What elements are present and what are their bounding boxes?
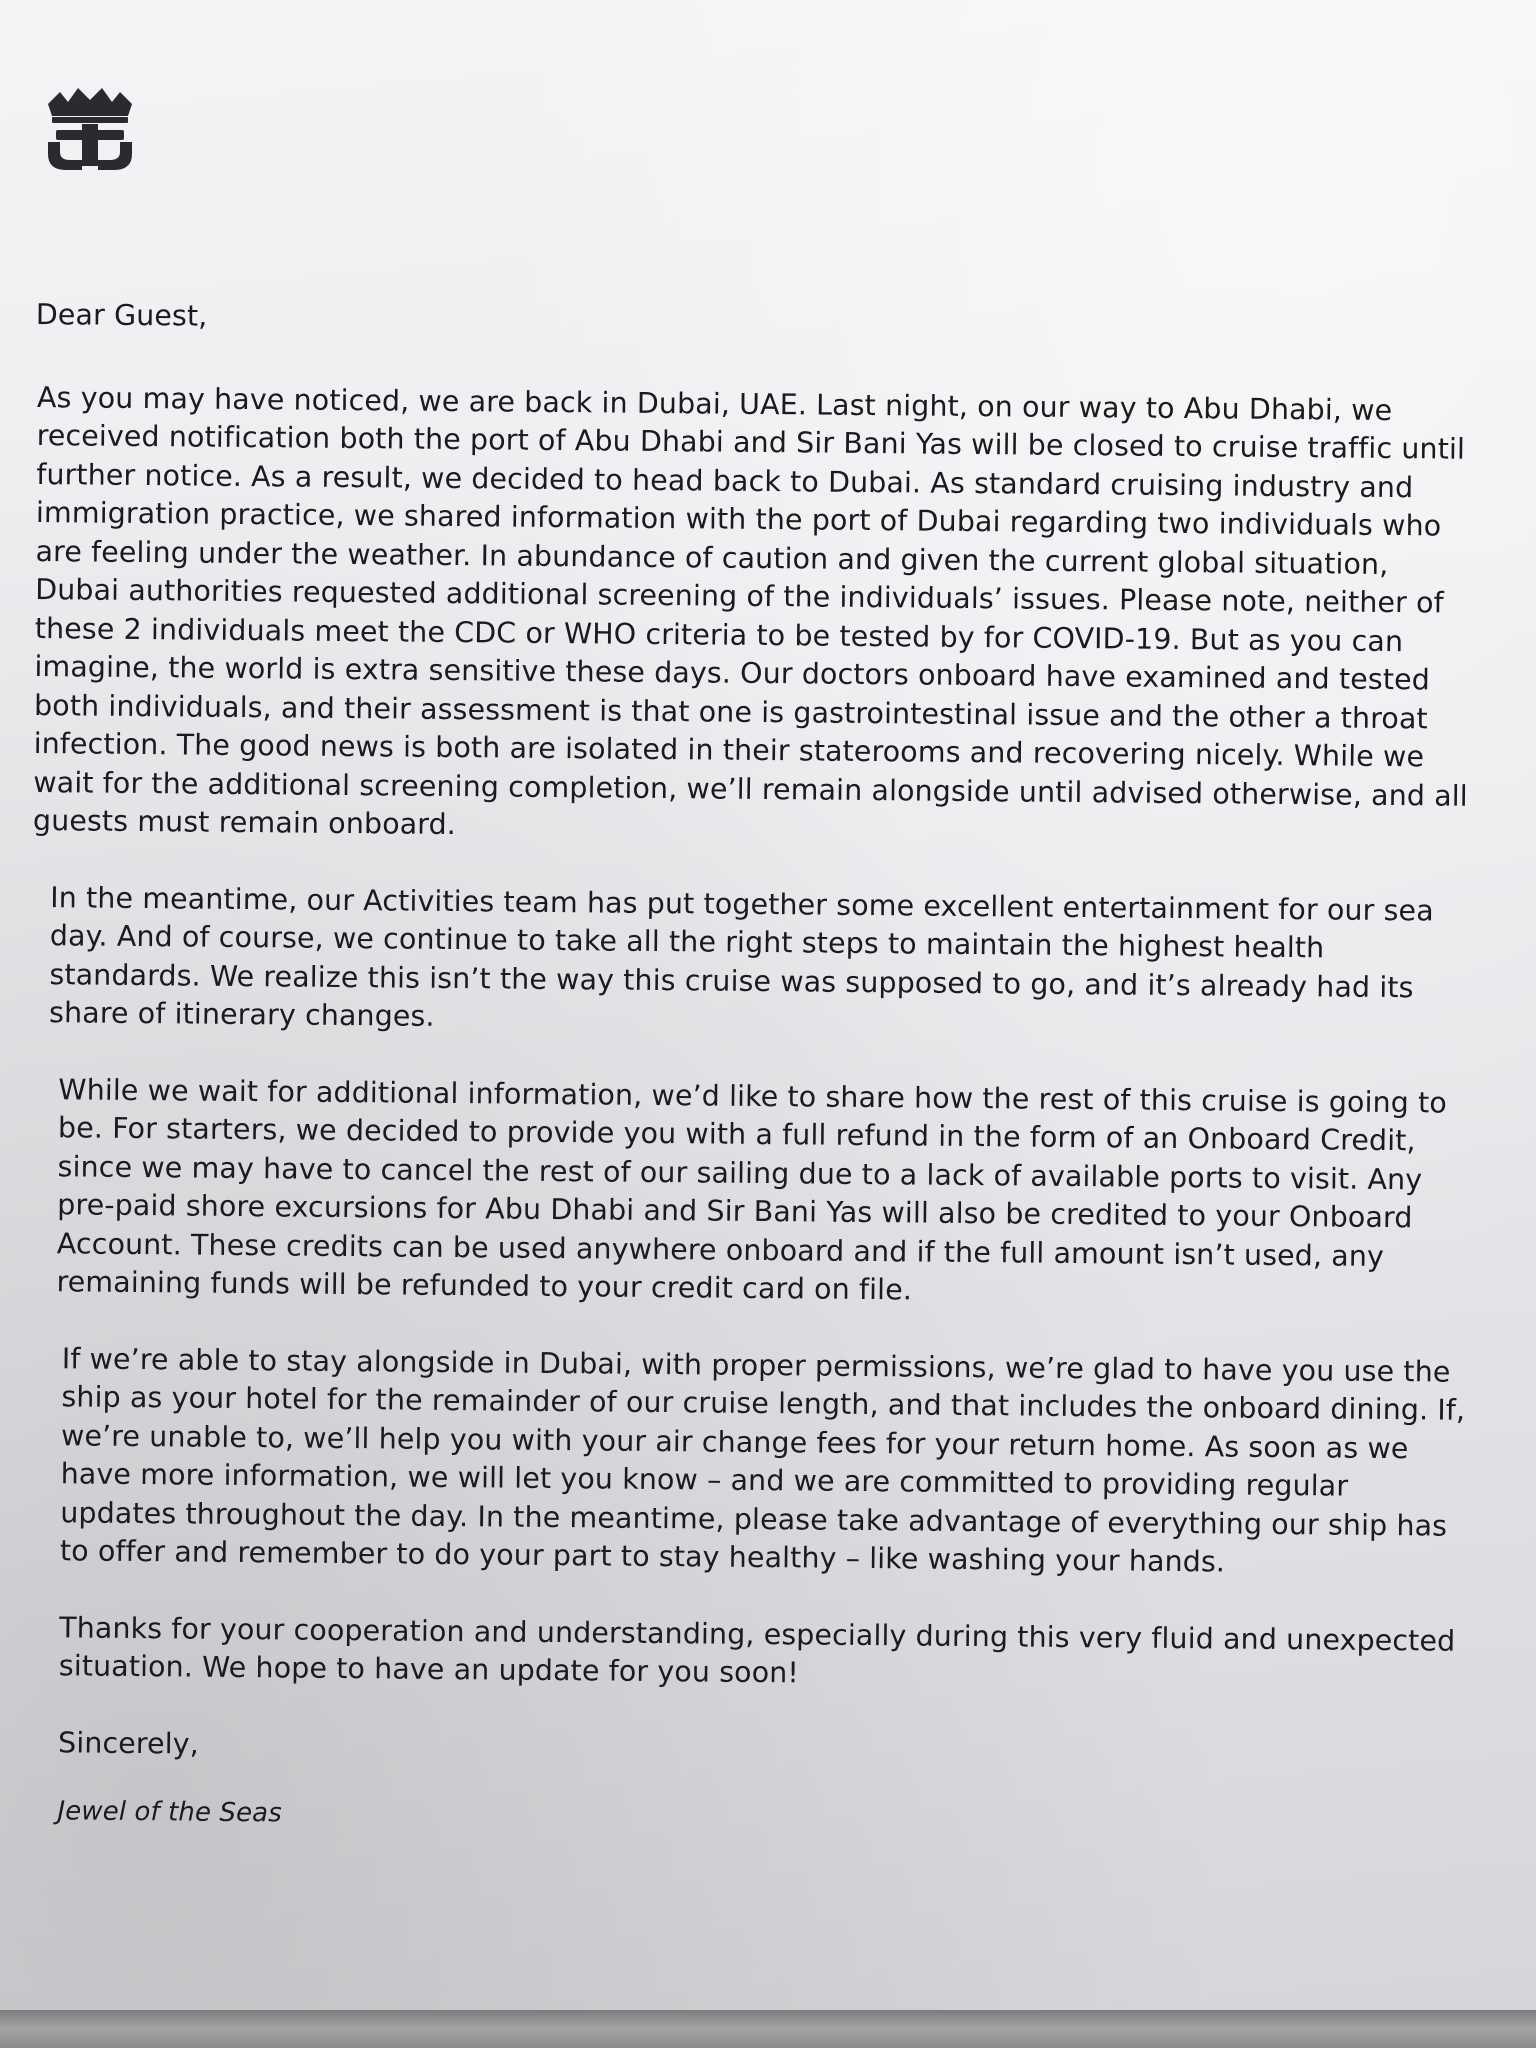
salutation: Dear Guest, xyxy=(35,297,208,333)
crown-anchor-icon xyxy=(44,86,136,176)
paragraph-thanks: Thanks for your cooperation and understanding, especially during this very fluid and unexpected situation. We hope to have an update for you soon! xyxy=(58,1610,1456,1690)
paragraph-situation: As you may have noticed, we are back in Dubai, UAE. Last night, on our way to Abu Dhabi, we received notification both the port of Abu Dhabi and Sir Bani Yas will be closed to cruise traffic until further notice. As a result, we decided to head back to Dubai. As standard cruising industry and immigration practice, we shared information with the port of Dubai regarding two individuals who are feeling under the weather. In abundance of caution and given the current global situation, Dubai authorities requested additional screening of the individuals’ issues. Please note, neither of these 2 individuals meet the CDC or WHO criteria to be tested by for COVID-19. But as you can imagine, the world is extra sensitive these days. Our doctors onboard have examined and tested both individuals, and their assessment is that one is gastrointestinal issue and the other a throat infection. The good news is both are isolated in their staterooms and recovering nicely. While we wait for the additional screening completion, we’ll remain alongside until advised otherwise, and all guests must remain onboard. xyxy=(32,380,1468,842)
paragraph-activities: In the meantime, our Activities team has put together some excellent entertainment for our sea day. And of course, we continue to take all the right steps to maintain the highest health standards. We realize this isn’t the way this cruise was supposed to go, and it’s already had its share of itinerary changes. xyxy=(48,880,1434,1033)
paragraph-refund: While we wait for additional information, we’d like to share how the rest of this cruise is going to be. For starters, we decided to provide you with a full refund in the form of an Onboard Credit, since we may have to cancel the rest of our sailing due to a lack of available ports to visit. Any pre-paid shore excursions for Abu Dhabi and Sir Bani Yas will also be credited to your Onboard Account. These credits can be used anywhere onboard and if the full amount isn’t used, any remaining funds will be refunded to your credit card on file. xyxy=(56,1072,1448,1307)
paragraph-hotel: If we’re able to stay alongside in Dubai, with proper permissions, we’re glad to have you use the ship as your hotel for the remainder of our cruise length, and that includes the onboard dining. If, we’re unable to, we’ll help you with your air change fees for your return home. As soon as we have more information, we will let you know – and we are committed to providing regular updates throughout the day. In the meantime, please take advantage of everything our ship has to offer and remember to do your part to stay healthy – like washing your hands. xyxy=(59,1341,1466,1579)
closing: Sincerely, xyxy=(57,1725,200,1761)
signature: Jewel of the Seas xyxy=(57,1796,282,1829)
letter-body xyxy=(21,296,1476,1844)
background-fabric xyxy=(0,2010,1536,2048)
